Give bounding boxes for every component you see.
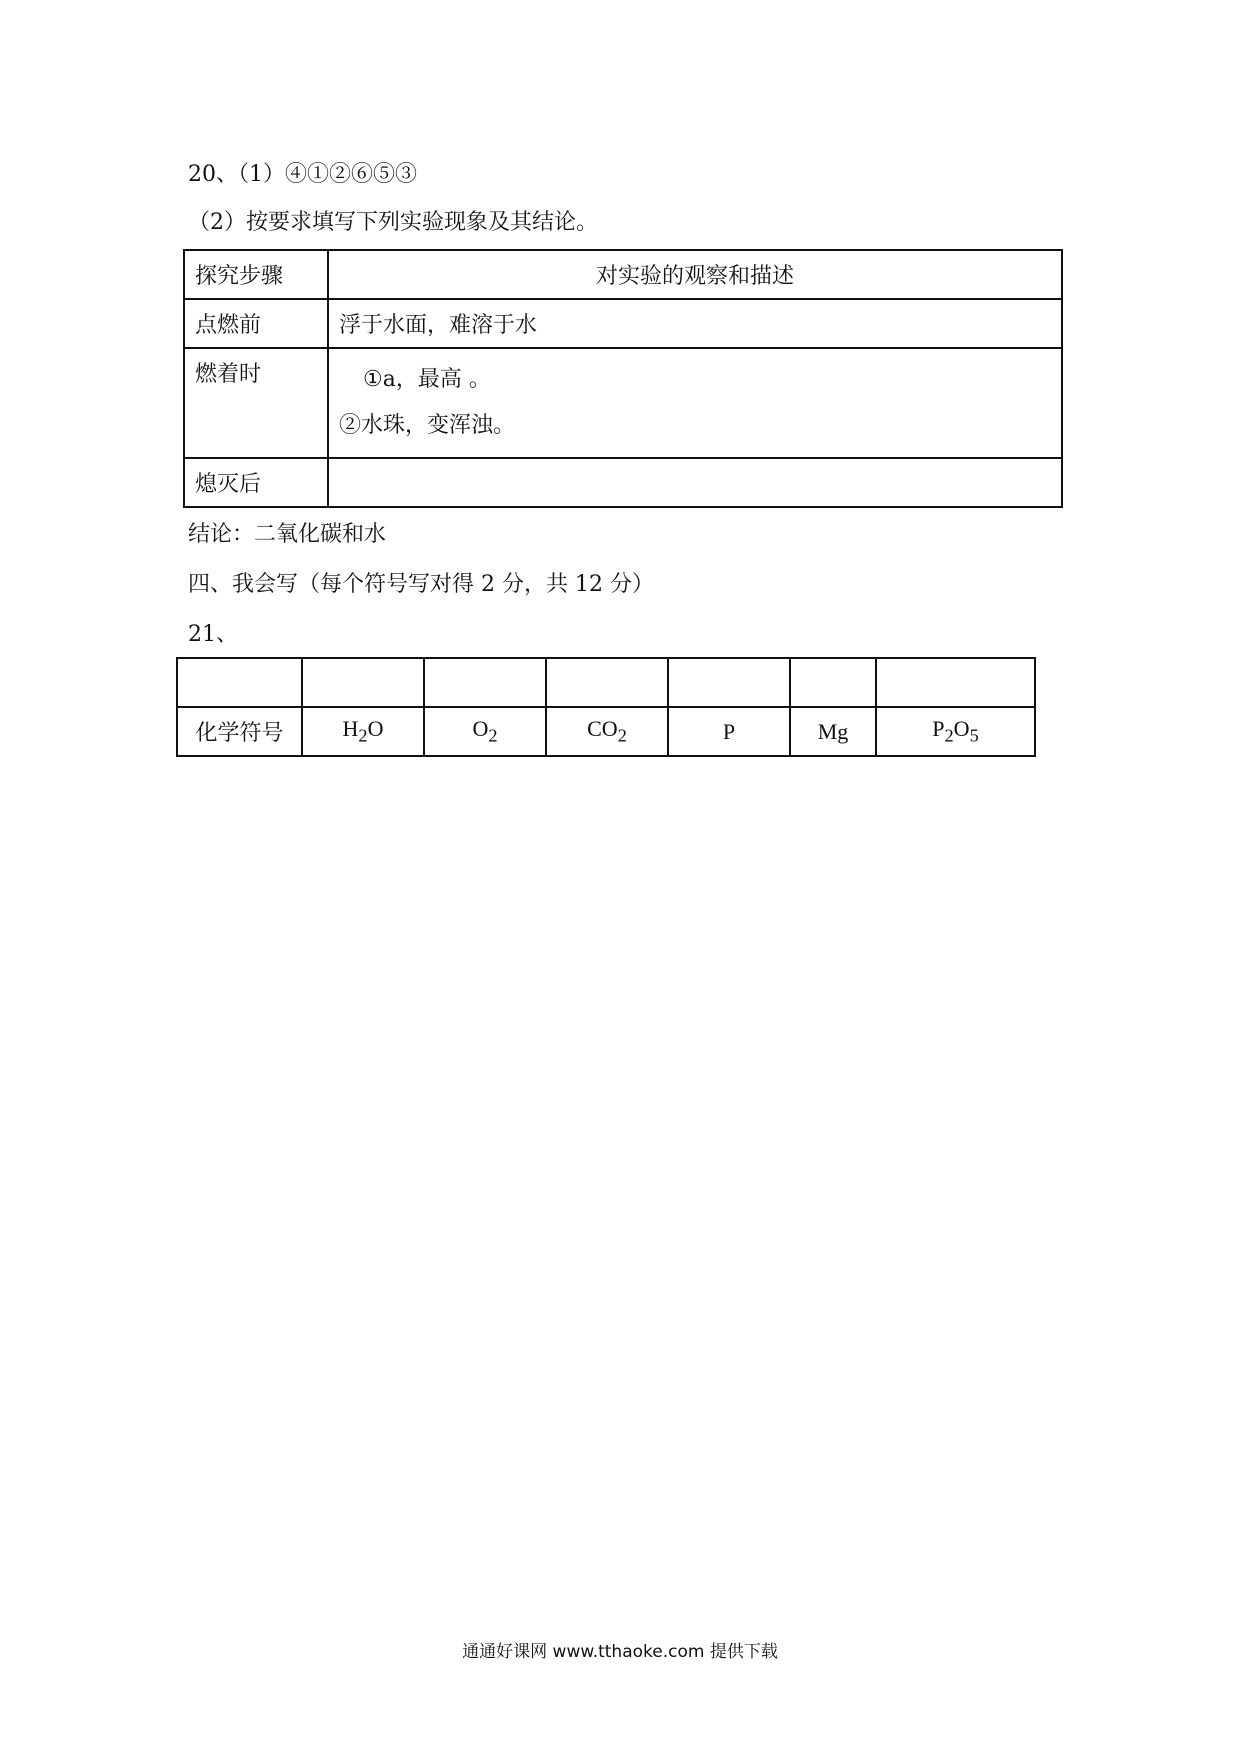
symbol-cell: $CO_2$	[546, 707, 668, 756]
table-row	[184, 348, 1062, 458]
table-row	[184, 299, 1062, 348]
header-step: 探究步骤	[184, 250, 328, 299]
blank-cell	[177, 658, 302, 707]
q21-label: 21、	[188, 622, 238, 647]
blank-cell	[302, 658, 424, 707]
symbol-cell: $H_2O$	[302, 707, 424, 756]
symbol-label: 化学符号	[177, 707, 302, 756]
desc-line: ②水珠，变浑浊。	[339, 413, 516, 438]
symbol-cell: $O_2$	[424, 707, 546, 756]
blank-cell	[790, 658, 876, 707]
table-header-row	[184, 250, 1062, 299]
conclusion: 结论：二氧化碳和水	[188, 522, 387, 547]
desc-line: ①a，最高 。	[363, 367, 491, 392]
symbol-table	[176, 657, 1036, 757]
empty-row	[177, 658, 1035, 707]
footer: 通通好课网 www.tthaoke.com 提供下载	[462, 1642, 778, 1662]
symbol-cell: P	[668, 707, 790, 756]
section-heading: 四、我会写（每个符号写对得 2 分，共 12 分）	[188, 572, 654, 597]
blank-cell	[424, 658, 546, 707]
q20-part2: （2）按要求填写下列实验现象及其结论。	[188, 210, 598, 235]
blank-cell	[876, 658, 1035, 707]
experiment-table	[183, 249, 1063, 508]
step-cell: 燃着时	[184, 348, 328, 458]
header-desc: 对实验的观察和描述	[328, 250, 1062, 299]
desc-cell: 浮于水面，难溶于水	[328, 299, 1062, 348]
desc-cell	[328, 348, 1062, 458]
symbol-row	[177, 707, 1035, 756]
q20-part1: 20、（1）④①②⑥⑤③	[188, 162, 417, 187]
symbol-cell: $P_2O_5$	[876, 707, 1035, 756]
table-row	[184, 458, 1062, 507]
step-cell: 熄灭后	[184, 458, 328, 507]
blank-cell	[546, 658, 668, 707]
desc-cell	[328, 458, 1062, 507]
symbol-cell: Mg	[790, 707, 876, 756]
step-cell: 点燃前	[184, 299, 328, 348]
blank-cell	[668, 658, 790, 707]
